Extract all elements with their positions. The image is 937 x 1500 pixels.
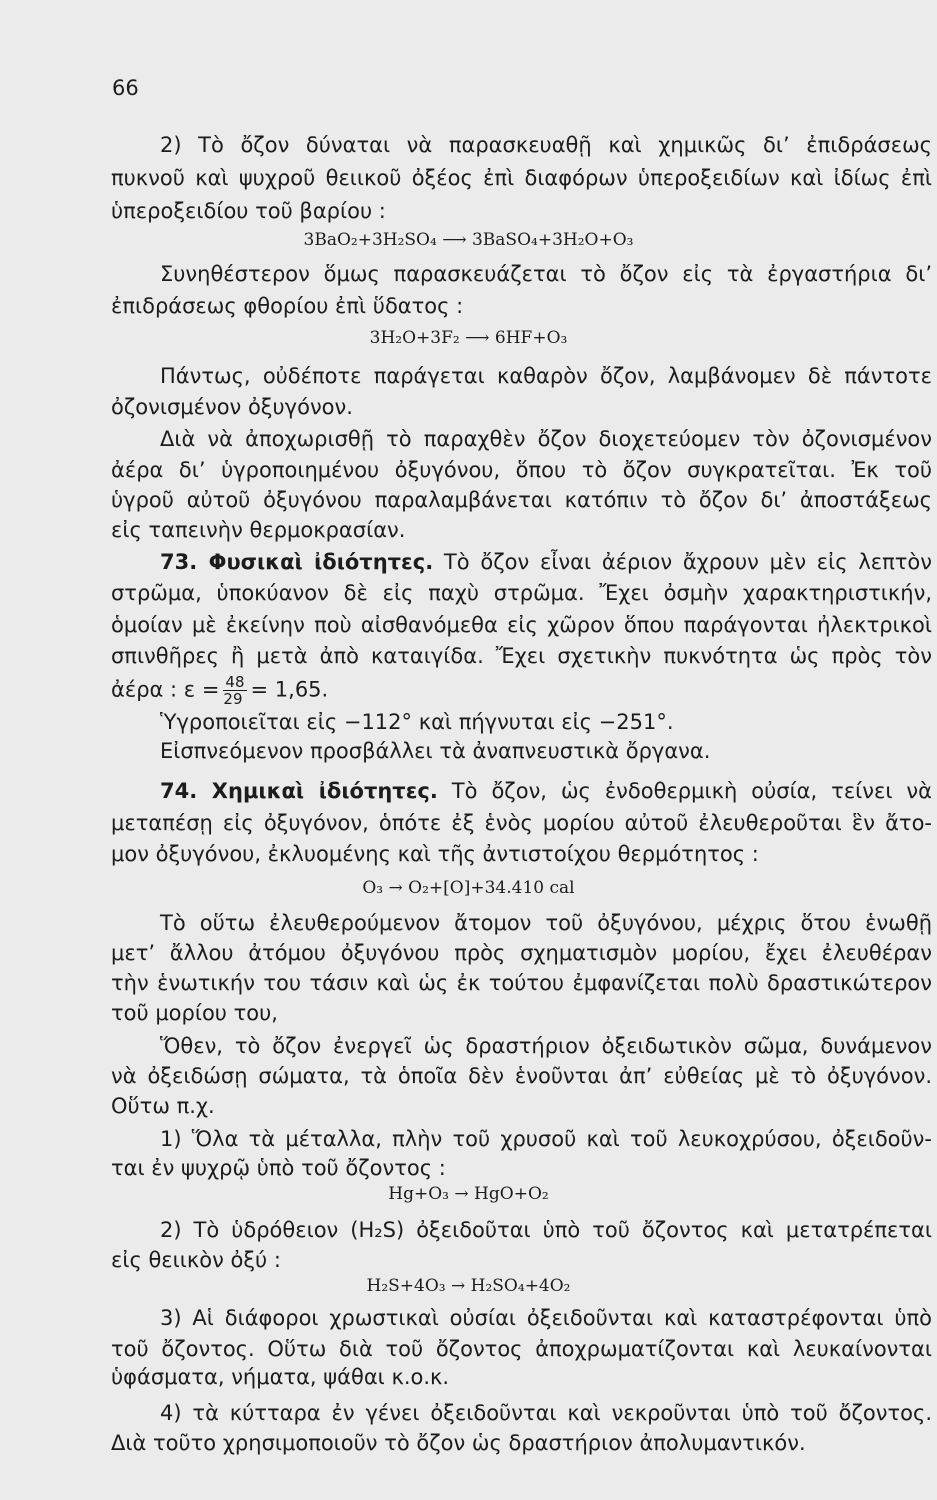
text-line: Ὅθεν, τὸ ὄζον ἐνεργεῖ ὡς δραστήριον ὀξειδωτικὸν σῶμα, δυνάμενον bbox=[160, 1034, 932, 1058]
text-line: 1) Ὅλα τὰ μέταλλα, πλὴν τοῦ χρυσοῦ καὶ τοῦ λευκοχρύσου, ὀξειδοῦν- bbox=[160, 1127, 932, 1151]
text-line: τοῦ μορίου του, bbox=[111, 1001, 278, 1025]
text-line: ὑφάσματα, νήματα, ψάθαι κ.ο.κ. bbox=[111, 1365, 450, 1389]
text-line: ὀζονισμένον ὀξυγόνον. bbox=[111, 395, 353, 419]
text-line: Πάντως, οὐδέποτε παράγεται καθαρὸν ὄζον, λαμβάνομεν δὲ πάντοτε bbox=[160, 364, 932, 388]
text-line: ὑπεροξειδίου τοῦ βαρίου : bbox=[111, 199, 386, 223]
text-line: μεταπέσῃ εἰς ὀξυγόνον, ὁπότε ἐξ ἑνὸς μορίου αὐτοῦ ἐλευθεροῦται ἓν ἄτο- bbox=[111, 811, 932, 835]
text-line: νὰ ὀξειδώσῃ σώματα, τὰ ὁποῖα δὲν ἑνοῦνται ἀπ’ εὐθείας μὲ τὸ ὀξυγόνον. bbox=[111, 1064, 932, 1088]
equation: O₃ → O₂+[O]+34.410 cal bbox=[362, 878, 575, 898]
equation: 3BaO₂+3H₂SO₄ ⟶ 3BaSO₄+3H₂O+O₃ bbox=[303, 230, 634, 250]
text-span: Τὸ ὄζον εἶναι ἀέριον ἄχρουν μὲν εἰς λεπτὸν bbox=[433, 550, 932, 574]
text-line: Διὰ νὰ ἀποχωρισθῇ τὸ παραχθὲν ὄζον διοχετεύομεν τὸν ὀζονισμένον bbox=[160, 427, 932, 451]
denominator: 29 bbox=[223, 690, 243, 708]
text-line: Ὑγροποιεῖται εἰς −112° καὶ πήγνυται εἰς −251°. bbox=[160, 710, 674, 734]
text-line: Εἰσπνεόμενον προσβάλλει τὰ ἀναπνευστικὰ ὄργανα. bbox=[160, 739, 711, 763]
text-line: 2) Τὸ ὄζον δύναται νὰ παρασκευαθῇ καὶ χημικῶς δι’ ἐπιδράσεως bbox=[160, 133, 932, 157]
text-line: πυκνοῦ καὶ ψυχροῦ θειικοῦ ὀξέος ἐπὶ διαφόρων ὑπεροξειδίων καὶ ἰδίως ἐπὶ bbox=[111, 166, 932, 190]
text-line: μον ὀξυγόνου, ἐκλυομένης καὶ τῆς ἀντιστοίχου θερμότητος : bbox=[111, 842, 759, 866]
equation: 3H₂O+3F₂ ⟶ 6HF+O₃ bbox=[369, 328, 568, 348]
text-line: Διὰ τοῦτο χρησιμοποιοῦν τὸ ὄζον ὡς δραστήριον ἀπολυμαντικόν. bbox=[111, 1431, 806, 1455]
equation: H₂S+4O₃ → H₂SO₄+4O₂ bbox=[366, 1276, 571, 1296]
text-line: εἰς θειικὸν ὀξύ : bbox=[111, 1248, 281, 1272]
text-line: εἰς ταπεινὴν θερμοκρασίαν. bbox=[111, 518, 406, 542]
text-line: Συνηθέστερον ὅμως παρασκευάζεται τὸ ὄζον εἰς τὰ ἐργαστήρια δι’ bbox=[160, 262, 932, 286]
section-74-line bbox=[160, 776, 932, 806]
text-line: ὑγροῦ αὐτοῦ ὀξυγόνου παραλαμβάνεται κατόπιν τὸ ὄζον δι’ ἀποστάξεως bbox=[111, 488, 932, 512]
text-line: τοῦ ὄζοντος. Οὕτω διὰ τοῦ ὄζοντος ἀποχρωματίζονται καὶ λευκαίνονται bbox=[111, 1337, 932, 1361]
text-line: μετ’ ἄλλου ἀτόμου ὀξυγόνου πρὸς σχηματισμὸν μορίου, ἔχει ἐλευθέραν bbox=[111, 941, 932, 965]
text-line: ἀέρα δι’ ὑγροποιημένου ὀξυγόνου, ὅπου τὸ ὄζον συγκρατεῖται. Ἐκ τοῦ bbox=[111, 458, 932, 482]
page-number: 66 bbox=[112, 76, 139, 100]
text-line: ὁμοίαν μὲ ἐκείνην ποὺ αἰσθανόμεθα εἰς χῶρον ὅπου παράγονται ἠλεκτρικοὶ bbox=[111, 613, 932, 637]
section-73-line bbox=[160, 547, 932, 577]
text-line: Τὸ οὕτω ἐλευθερούμενον ἄτομον τοῦ ὀξυγόνου, μέχρις ὅτου ἑνωθῇ bbox=[160, 911, 932, 935]
text-line: τὴν ἑνωτικήν του τάσιν καὶ ὡς ἐκ τούτου ἐμφανίζεται πολὺ δραστικώτερον bbox=[111, 971, 932, 995]
fraction bbox=[223, 674, 246, 707]
text-line: 3) Αἱ διάφοροι χρωστικαὶ οὐσίαι ὀξειδοῦνται καὶ καταστρέφονται ὑπὸ bbox=[160, 1306, 932, 1330]
text-span: ἀέρα : ε = bbox=[111, 677, 220, 702]
text-line: ἐπιδράσεως φθορίου ἐπὶ ὕδατος : bbox=[111, 294, 464, 318]
text-line: Οὕτω π.χ. bbox=[111, 1094, 215, 1118]
section-heading: 74. Χημικαὶ ἰδιότητες. bbox=[160, 779, 438, 803]
numerator: 48 bbox=[225, 673, 245, 691]
equation: Hg+O₃ → HgO+O₂ bbox=[388, 1184, 549, 1204]
text-line: σπινθῆρες ἢ μετὰ ἀπὸ καταιγίδα. Ἔχει σχετικὴν πυκνότητα ὡς πρὸς τὸν bbox=[111, 644, 932, 668]
text-line: ται ἐν ψυχρῷ ὑπὸ τοῦ ὄζοντος : bbox=[111, 1156, 446, 1180]
text-span: = 1,65. bbox=[250, 677, 329, 702]
text-line: 2) Τὸ ὑδρόθειον (H₂S) ὀξειδοῦται ὑπὸ τοῦ ὄζοντος καὶ μετατρέπεται bbox=[160, 1218, 932, 1242]
text-span: Τὸ ὄζον, ὡς ἐνδοθερμικὴ οὐσία, τείνει νὰ bbox=[437, 779, 933, 803]
text-line: στρῶμα, ὑποκύανον δὲ εἰς παχὺ στρῶμα. Ἔχει ὀσμὴν χαρακτηριστικήν, bbox=[111, 581, 932, 605]
text-line: 4) τὰ κύτταρα ἐν γένει ὀξειδοῦνται καὶ νεκροῦνται ὑπὸ τοῦ ὄζοντος. bbox=[160, 1401, 932, 1425]
section-heading: 73. Φυσικαὶ ἰδιότητες. bbox=[160, 550, 434, 574]
